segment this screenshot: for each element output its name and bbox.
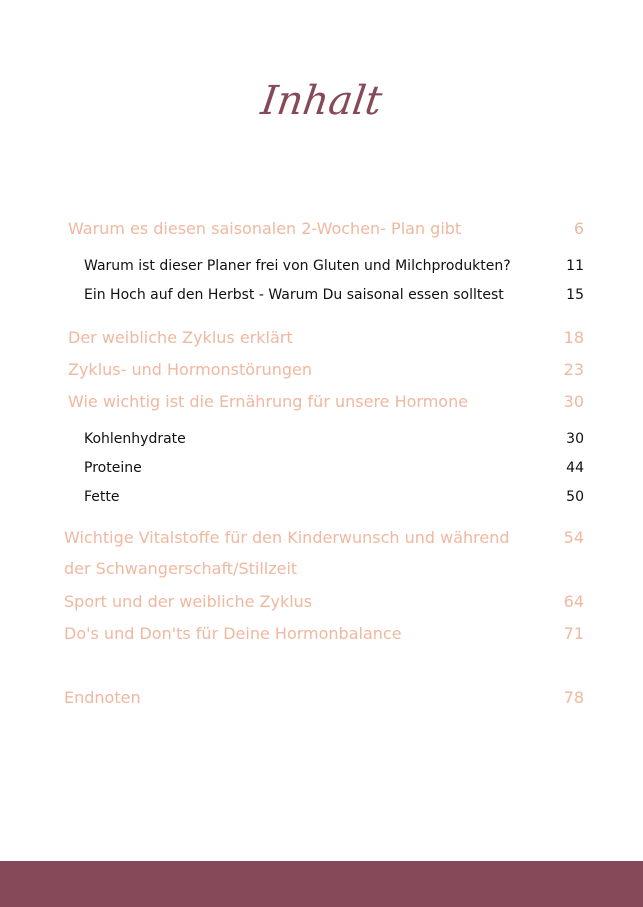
toc-entry-label: Warum ist dieser Planer frei von Gluten und Milchprodukten? [84, 258, 511, 274]
toc-subentry[interactable] [84, 489, 584, 505]
toc-entry[interactable] [64, 624, 584, 643]
toc-entry-label: Kohlenhydrate [84, 431, 186, 447]
toc-entry-label: Sport und der weibliche Zyklus [64, 592, 313, 611]
toc-subentry[interactable] [84, 287, 584, 303]
toc-entry-page: 23 [563, 360, 584, 379]
toc-entry-label: Ein Hoch auf den Herbst - Warum Du saisonal essen solltest [84, 287, 504, 303]
toc-entry[interactable] [68, 328, 584, 347]
footer-bar [0, 861, 643, 907]
toc-entry-page: 11 [566, 258, 584, 274]
toc-entry-page: 50 [566, 489, 584, 505]
toc-entry-label: Warum es diesen saisonalen 2-Wochen- Plan gibt [68, 219, 462, 238]
toc-entry[interactable] [64, 522, 584, 584]
toc-entry-page: 15 [566, 287, 584, 303]
toc-entry-label: Zyklus- und Hormonstörungen [68, 360, 313, 379]
toc-subentry[interactable] [84, 258, 584, 274]
toc-entry[interactable] [68, 392, 584, 411]
toc-entry-page: 6 [573, 219, 584, 238]
toc-entry-page: 64 [563, 592, 584, 611]
page-title: Inhalt [258, 78, 385, 124]
toc-entry-page: 54 [563, 528, 584, 547]
toc-entry[interactable] [68, 219, 584, 238]
toc-entry-label: Wie wichtig ist die Ernährung für unsere Hormone [68, 392, 469, 411]
toc-entry[interactable] [68, 360, 584, 379]
toc-entry-label: Do's und Don'ts für Deine Hormonbalance [64, 624, 402, 643]
toc-entry-label: Wichtige Vitalstoffe für den Kinderwunsch und während der Schwangerschaft/Stillzeit [64, 528, 510, 578]
toc-subentry[interactable] [84, 460, 584, 476]
toc-entry-label: Der weibliche Zyklus erklärt [68, 328, 293, 347]
toc-entry-label: Proteine [84, 460, 142, 476]
toc-subentry[interactable] [84, 431, 584, 447]
toc-entry-page: 44 [566, 460, 584, 476]
toc-entry[interactable] [64, 592, 584, 611]
toc-entry[interactable] [64, 688, 584, 707]
toc-entry-page: 78 [563, 688, 584, 707]
toc-entry-label: Fette [84, 489, 120, 505]
toc-entry-page: 30 [563, 392, 584, 411]
toc-entry-label: Endnoten [64, 688, 141, 707]
toc-entry-page: 18 [563, 328, 584, 347]
toc-entry-page: 30 [566, 431, 584, 447]
toc-entry-page: 71 [563, 624, 584, 643]
